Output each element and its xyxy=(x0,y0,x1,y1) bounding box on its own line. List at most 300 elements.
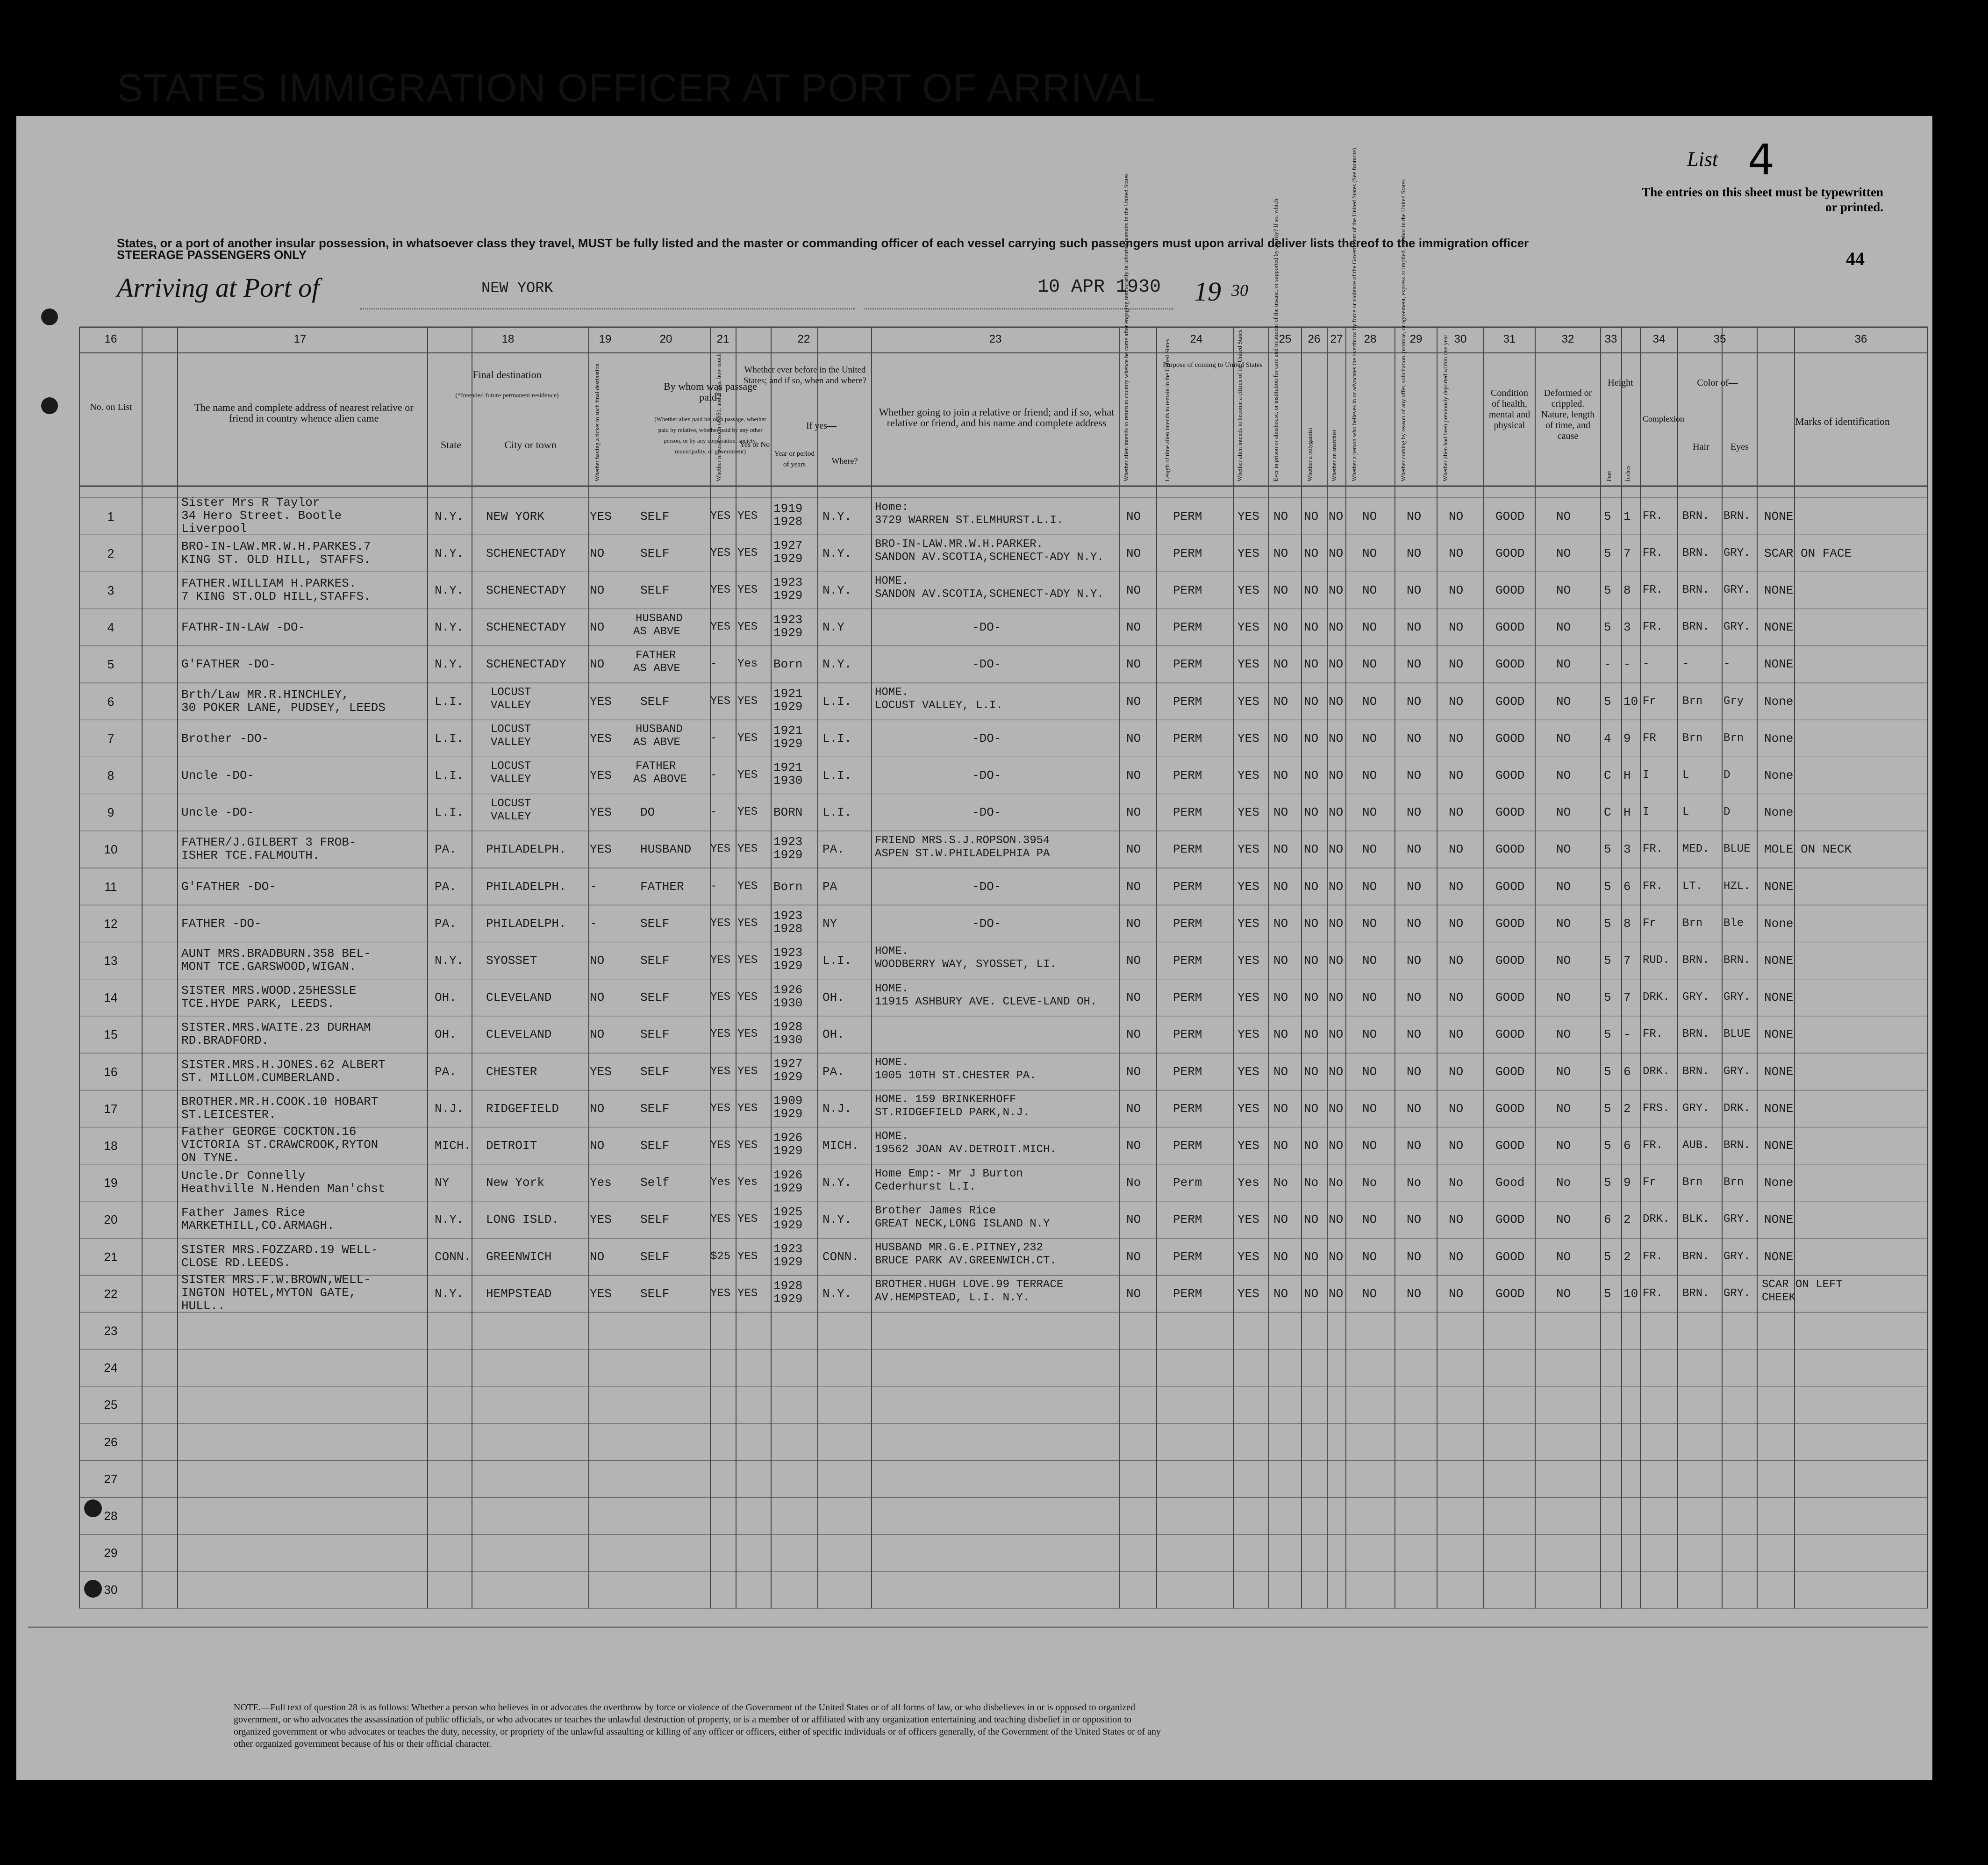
intends-return: NO xyxy=(1126,954,1141,968)
become-citizen: YES xyxy=(1237,916,1259,931)
height-feet: 6 xyxy=(1604,1212,1611,1227)
hair-color: BRN. xyxy=(1682,954,1709,967)
column-number: 17 xyxy=(293,333,307,345)
height-feet: 5 xyxy=(1604,1101,1611,1116)
relative-address: ON TYNE. xyxy=(181,1151,240,1165)
ever-before: YES xyxy=(737,1213,758,1226)
become-citizen: YES xyxy=(1237,1249,1259,1264)
height-inches: 7 xyxy=(1623,546,1631,560)
identification-marks: NONE xyxy=(1764,879,1794,894)
prison: NO xyxy=(1273,1212,1288,1227)
polygamist: NO xyxy=(1304,879,1319,894)
length-stay: PERM xyxy=(1173,1101,1202,1116)
deformed: NO xyxy=(1556,1064,1571,1079)
height-inches: 6 xyxy=(1623,1064,1631,1079)
relative-address: 30 POKER LANE, PUDSEY, LEEDS xyxy=(181,700,386,715)
complexion: I xyxy=(1643,806,1650,819)
header-yes-or-no: Yes or No xyxy=(739,441,770,449)
header-if-yes: If yes— xyxy=(806,421,837,431)
ever-before: YES xyxy=(737,1028,758,1041)
column-number: 27 xyxy=(1330,333,1343,345)
complexion: FR. xyxy=(1643,1250,1663,1263)
dest-city: VALLEY xyxy=(491,810,531,823)
fifty-dollars: - xyxy=(710,769,717,782)
passage-paid: Self xyxy=(640,1176,670,1190)
header-ticket: Whether having a ticket to such final destination xyxy=(594,363,601,481)
fifty-dollars: YES xyxy=(710,843,731,856)
labor-offer: NO xyxy=(1407,731,1422,746)
column-number: 21 xyxy=(716,333,729,345)
labor-offer: NO xyxy=(1407,805,1422,820)
dest-city: PHILADELPH. xyxy=(486,842,566,857)
health: GOOD xyxy=(1495,1249,1525,1264)
health: GOOD xyxy=(1495,990,1525,1005)
passage-paid: SELF xyxy=(640,990,670,1005)
ever-before: YES xyxy=(737,806,758,819)
ticket-value: NO xyxy=(590,1139,605,1153)
height-feet: 5 xyxy=(1604,620,1611,635)
relative-address: AUNT MRS.BRADBURN.358 BEL- xyxy=(181,947,371,961)
identification-marks: None xyxy=(1764,1176,1794,1190)
labor-offer: NO xyxy=(1407,1064,1422,1079)
header-join-relative: Whether going to join a relative or friend; and if so, what relative or friend, and his name and complete address xyxy=(879,406,1115,429)
prison: NO xyxy=(1273,954,1288,968)
intends-return: NO xyxy=(1126,768,1141,782)
header-become-citizen: Whether alien intends to become a citizen of the United States xyxy=(1236,330,1243,481)
passage-paid: SELF xyxy=(640,1101,670,1116)
column-number: 24 xyxy=(1190,333,1203,345)
become-citizen: YES xyxy=(1237,657,1259,672)
polygamist: NO xyxy=(1304,768,1319,782)
intends-return: NO xyxy=(1126,657,1141,672)
where-before: N.Y xyxy=(822,620,844,635)
polygamist: NO xyxy=(1304,1027,1319,1042)
row-number: 15 xyxy=(104,1027,118,1042)
row-number: 11 xyxy=(104,879,117,894)
overthrow: NO xyxy=(1362,1101,1377,1116)
length-stay: PERM xyxy=(1173,1212,1202,1227)
labor-offer: NO xyxy=(1407,916,1422,931)
join-relative: HOME. xyxy=(875,575,909,588)
height-inches: 8 xyxy=(1623,583,1631,597)
length-stay: PERM xyxy=(1173,1027,1202,1042)
prison: NO xyxy=(1273,1101,1288,1116)
anarchist: NO xyxy=(1329,694,1344,709)
join-relative: WOODBERRY WAY, SYOSSET, LI. xyxy=(875,958,1057,971)
hair-color: - xyxy=(1682,658,1689,671)
column-number: 33 xyxy=(1604,333,1617,345)
complexion: FR. xyxy=(1643,1028,1663,1041)
deported: NO xyxy=(1449,1286,1464,1301)
height-inches: 10 xyxy=(1623,1286,1638,1301)
where-before: N.Y. xyxy=(822,509,852,524)
become-citizen: YES xyxy=(1237,620,1259,635)
join-relative: SANDON AV.SCOTIA,SCHENECT-ADY N.Y. xyxy=(875,551,1104,564)
height-feet: 5 xyxy=(1604,694,1611,709)
health: GOOD xyxy=(1495,916,1525,931)
join-relative: -DO- xyxy=(972,657,1001,672)
column-number: 36 xyxy=(1854,333,1867,345)
overthrow: NO xyxy=(1362,842,1377,857)
dest-city: SCHENECTADY xyxy=(486,546,566,560)
year-before: 1921 xyxy=(773,724,803,738)
polygamist: No xyxy=(1304,1176,1319,1190)
dest-state: N.Y. xyxy=(435,509,464,524)
column-number: 28 xyxy=(1364,333,1377,345)
passage-paid: SELF xyxy=(640,1286,670,1301)
header-prison: Ever in prison or almshouse, or institution for care and treatment of the insane, or supported by charity? If so, which xyxy=(1272,199,1279,481)
anarchist: NO xyxy=(1329,620,1344,635)
height-feet: - xyxy=(1604,657,1611,672)
steerage-note: STEERAGE PASSENGERS ONLY xyxy=(117,248,307,262)
deported: No xyxy=(1449,1176,1464,1190)
become-citizen: YES xyxy=(1237,509,1259,524)
year-before: 1925 xyxy=(773,1205,803,1219)
join-relative: Home Emp:- Mr J Burton xyxy=(875,1167,1023,1180)
overthrow: No xyxy=(1362,1176,1377,1190)
year-before: 1929 xyxy=(773,737,803,751)
height-feet: 5 xyxy=(1604,916,1611,931)
deported: NO xyxy=(1449,1212,1464,1227)
dest-city: CLEVELAND xyxy=(486,1027,552,1042)
deformed: NO xyxy=(1556,1027,1571,1042)
eye-color: D xyxy=(1723,769,1731,782)
year-before: 1923 xyxy=(773,1242,803,1256)
health: GOOD xyxy=(1495,842,1525,857)
identification-marks: NONE xyxy=(1764,1101,1794,1116)
passage-paid: SELF xyxy=(640,1249,670,1264)
anarchist: NO xyxy=(1329,731,1344,746)
length-stay: PERM xyxy=(1173,694,1202,709)
hair-color: L xyxy=(1682,806,1689,819)
dest-city: SYOSSET xyxy=(486,954,537,968)
hair-color: BRN. xyxy=(1682,1065,1709,1078)
identification-marks: NONE xyxy=(1764,509,1794,524)
height-feet: C xyxy=(1604,805,1611,820)
join-relative: HOME. 159 BRINKERHOFF xyxy=(875,1093,1016,1106)
row-number: 24 xyxy=(104,1361,118,1375)
hair-color: BRN. xyxy=(1682,1250,1709,1263)
row-number: 19 xyxy=(104,1176,118,1190)
year-before: Born xyxy=(773,879,803,894)
header-eyes: Eyes xyxy=(1731,442,1749,452)
passage-paid: SELF xyxy=(640,694,670,709)
where-before: PA. xyxy=(822,842,844,857)
intends-return: NO xyxy=(1126,1139,1141,1153)
join-relative: LOCUST VALLEY, L.I. xyxy=(875,699,1003,712)
year-before: 1928 xyxy=(773,922,803,936)
eye-color: GRY. xyxy=(1723,1287,1751,1300)
dest-city: PHILADELPH. xyxy=(486,916,566,931)
list-number: 4 xyxy=(1748,136,1775,185)
intends-return: NO xyxy=(1126,1212,1141,1227)
ticket-value: NO xyxy=(590,954,605,968)
overthrow: NO xyxy=(1362,1064,1377,1079)
ever-before: YES xyxy=(737,917,758,930)
become-citizen: YES xyxy=(1237,731,1259,746)
intends-return: No xyxy=(1126,1176,1141,1190)
polygamist: NO xyxy=(1304,657,1319,672)
relative-address: Uncle.Dr Connelly xyxy=(181,1169,306,1183)
relative-address: Sister Mrs R Taylor xyxy=(181,495,320,509)
ticket-value: NO xyxy=(590,546,605,560)
prison: NO xyxy=(1273,620,1288,635)
health: GOOD xyxy=(1495,1286,1525,1301)
join-relative: GREAT NECK,LONG ISLAND N.Y xyxy=(875,1217,1050,1230)
relative-address: SISTER MRS.WOOD.25HESSLE xyxy=(181,983,357,998)
prison: NO xyxy=(1273,990,1288,1005)
height-inches: 3 xyxy=(1623,842,1631,857)
deformed: NO xyxy=(1556,509,1571,524)
intends-return: NO xyxy=(1126,509,1141,524)
height-inches: 8 xyxy=(1623,916,1631,931)
join-relative: ST.RIDGEFIELD PARK,N.J. xyxy=(875,1106,1030,1119)
length-stay: PERM xyxy=(1173,731,1202,746)
ever-before: YES xyxy=(737,732,758,745)
fifty-dollars: YES xyxy=(710,1065,731,1078)
anarchist: NO xyxy=(1329,509,1344,524)
anarchist: NO xyxy=(1329,954,1344,968)
overthrow: NO xyxy=(1362,954,1377,968)
identification-marks: SCAR ON LEFT xyxy=(1762,1278,1843,1291)
height-inches: 2 xyxy=(1623,1101,1631,1116)
eye-color: GRY. xyxy=(1723,1065,1751,1078)
overthrow: NO xyxy=(1362,620,1377,635)
deported: NO xyxy=(1449,546,1464,560)
polygamist: NO xyxy=(1304,1139,1319,1153)
year-before: 1929 xyxy=(773,1070,803,1084)
deformed: NO xyxy=(1556,731,1571,746)
ticket-value: NO xyxy=(590,583,605,597)
row-number: 22 xyxy=(104,1286,118,1301)
join-relative: 11915 ASHBURY AVE. CLEVE-LAND OH. xyxy=(875,995,1097,1008)
eye-color: BLUE xyxy=(1723,1028,1751,1041)
intends-return: NO xyxy=(1126,1064,1141,1079)
health: GOOD xyxy=(1495,1139,1525,1153)
health: GOOD xyxy=(1495,1212,1525,1227)
eye-color: Brn xyxy=(1723,732,1744,745)
dest-state: L.I. xyxy=(435,768,464,782)
relative-address: CLOSE RD.LEEDS. xyxy=(181,1255,291,1270)
year-before: 1927 xyxy=(773,538,803,553)
eye-color: Brn xyxy=(1723,1176,1744,1189)
identification-marks: None xyxy=(1764,916,1794,931)
ticket-value: Yes xyxy=(590,1176,612,1190)
year-before: 1923 xyxy=(773,575,803,590)
row-number: 14 xyxy=(104,990,118,1005)
column-number: 22 xyxy=(797,333,810,345)
join-relative: -DO- xyxy=(972,620,1001,635)
ticket-value: - xyxy=(590,916,597,931)
identification-marks: NONE xyxy=(1764,620,1794,635)
dest-city: VALLEY xyxy=(491,736,531,749)
header-deformed: Deformed or crippled. Nature, length of time, and cause xyxy=(1541,388,1595,441)
height-feet: 5 xyxy=(1604,954,1611,968)
year-before: 1929 xyxy=(773,847,803,862)
eye-color: GRY. xyxy=(1723,1250,1751,1263)
relative-address: INGTON HOTEL,MYTON GATE, xyxy=(181,1285,357,1300)
overthrow: NO xyxy=(1362,546,1377,560)
become-citizen: YES xyxy=(1237,583,1259,597)
where-before: L.I. xyxy=(822,731,852,746)
labor-offer: NO xyxy=(1407,1249,1422,1264)
header-relative-address: The name and complete address of nearest relative or friend in country whence alien came xyxy=(194,402,414,424)
complexion: DRK. xyxy=(1643,1065,1670,1078)
height-feet: 5 xyxy=(1604,546,1611,560)
deported: NO xyxy=(1449,1139,1464,1153)
year-before: 1928 xyxy=(773,515,803,529)
become-citizen: YES xyxy=(1237,842,1259,857)
health: GOOD xyxy=(1495,620,1525,635)
dest-city: NEW YORK xyxy=(486,509,544,524)
dest-city: HEMPSTEAD xyxy=(486,1286,552,1301)
hair-color: BLK. xyxy=(1682,1213,1709,1226)
fifty-dollars: - xyxy=(710,658,717,671)
row-number: 21 xyxy=(104,1249,118,1264)
deported: NO xyxy=(1449,694,1464,709)
where-before: N.Y. xyxy=(822,546,852,560)
eye-color: D xyxy=(1723,806,1731,819)
relative-address: BRO-IN-LAW.MR.W.H.PARKES.7 xyxy=(181,539,371,553)
ever-before: YES xyxy=(737,584,758,596)
dest-city: New York xyxy=(486,1176,544,1190)
ticket-value: NO xyxy=(590,1249,605,1264)
year-before: 1929 xyxy=(773,1255,803,1269)
height-inches: 9 xyxy=(1623,1176,1631,1190)
passage-paid: FATHER xyxy=(640,879,684,894)
passage-paid: AS ABOVE xyxy=(633,773,687,786)
join-relative: -DO- xyxy=(972,731,1001,746)
where-before: N.Y. xyxy=(822,1176,852,1190)
relative-address: Father James Rice xyxy=(181,1205,306,1220)
become-citizen: YES xyxy=(1237,1212,1259,1227)
where-before: N.Y. xyxy=(822,1286,852,1301)
year-before: 1928 xyxy=(773,1019,803,1034)
height-inches: 10 xyxy=(1623,694,1638,709)
overthrow: NO xyxy=(1362,1212,1377,1227)
hair-color: GRY. xyxy=(1682,991,1709,1004)
year-before: 1926 xyxy=(773,1131,803,1145)
header-height: Height xyxy=(1608,378,1633,388)
fifty-dollars: YES xyxy=(710,1287,731,1300)
ever-before: YES xyxy=(737,880,758,893)
ticket-value: YES xyxy=(590,694,612,709)
polygamist: NO xyxy=(1304,954,1319,968)
header-no-on-list: No. on List xyxy=(90,402,132,412)
overthrow: NO xyxy=(1362,1139,1377,1153)
dest-city: SCHENECTADY xyxy=(486,583,566,597)
health: GOOD xyxy=(1495,731,1525,746)
deformed: NO xyxy=(1556,842,1571,857)
relative-address: Heathville N.Henden Man'chst xyxy=(181,1182,386,1196)
become-citizen: YES xyxy=(1237,990,1259,1005)
health: GOOD xyxy=(1495,546,1525,560)
year-before: 1923 xyxy=(773,612,803,627)
become-citizen: Yes xyxy=(1237,1176,1259,1190)
year-before: 1929 xyxy=(773,552,803,566)
polygamist: NO xyxy=(1304,916,1319,931)
row-number: 9 xyxy=(107,805,114,820)
complexion: FR. xyxy=(1643,509,1663,523)
dest-state: PA. xyxy=(435,1064,457,1079)
labor-offer: No xyxy=(1407,1176,1422,1190)
relative-address: G'FATHER -DO- xyxy=(181,879,276,894)
length-stay: PERM xyxy=(1173,916,1202,931)
join-relative: HUSBAND MR.G.E.PITNEY,232 xyxy=(875,1241,1044,1254)
length-stay: Perm xyxy=(1173,1176,1202,1190)
dest-state: NY xyxy=(435,1176,450,1190)
fifty-dollars: YES xyxy=(710,991,731,1004)
dest-city: RIDGEFIELD xyxy=(486,1101,559,1116)
deported: NO xyxy=(1449,954,1464,968)
passage-paid: FATHER xyxy=(636,760,676,773)
row-number: 25 xyxy=(104,1398,118,1412)
identification-marks: NONE xyxy=(1764,657,1794,672)
where-before: L.I. xyxy=(822,805,852,820)
where-before: NY xyxy=(822,916,837,931)
where-before: L.I. xyxy=(822,694,852,709)
identification-marks: None xyxy=(1764,768,1794,782)
where-before: PA. xyxy=(822,1064,844,1079)
hair-color: LT. xyxy=(1682,880,1703,893)
prison: NO xyxy=(1273,509,1288,524)
health: GOOD xyxy=(1495,583,1525,597)
dest-state: N.Y. xyxy=(435,620,464,635)
join-relative: HOME. xyxy=(875,982,909,995)
overthrow: NO xyxy=(1362,1027,1377,1042)
labor-offer: NO xyxy=(1407,583,1422,597)
complexion: FR. xyxy=(1643,880,1663,893)
labor-offer: NO xyxy=(1407,546,1422,560)
deported: NO xyxy=(1449,1064,1464,1079)
dest-state: L.I. xyxy=(435,694,464,709)
column-number: 16 xyxy=(104,333,117,345)
ticket-value: - xyxy=(590,879,597,894)
date-stamp: 10 APR 1930 xyxy=(1037,277,1161,298)
ever-before: YES xyxy=(737,954,758,967)
ticket-value: YES xyxy=(590,768,612,782)
anarchist: NO xyxy=(1329,546,1344,560)
header-state: State xyxy=(441,439,461,451)
hair-color: Brn xyxy=(1682,695,1703,708)
relative-address: FATHER -DO- xyxy=(181,916,262,931)
column-number: 20 xyxy=(659,333,672,345)
header-fifty-dollars: Whether in possession of $50, and if less, how much xyxy=(715,353,722,481)
complexion: Fr xyxy=(1643,917,1656,930)
relative-address: MARKETHILL,CO.ARMAGH. xyxy=(181,1219,335,1233)
ticket-value: NO xyxy=(590,1027,605,1042)
header-final-destination: Final destination xyxy=(472,369,542,380)
join-relative: ASPEN ST.W.PHILADELPHIA PA xyxy=(875,847,1050,860)
become-citizen: YES xyxy=(1237,954,1259,968)
year-before: 1926 xyxy=(773,1168,803,1182)
relative-address: Brother -DO- xyxy=(181,731,269,746)
dest-city: LOCUST xyxy=(491,686,531,699)
footnote: NOTE.—Full text of question 28 is as follows: Whether a person who believes in or advocates the overthrow by force or violence of the Government of the United States or of all forms of law, or who disbelieves in or is opposed to organized government, or who advocates the assassination of public officials, or who advocates or teaches the unlawful destruction of property, or is a member of or affiliated with any organization entertaining and teaching disbelief in or opposition to organized government or who advocates or teaches the duty, necessity, or propriety of the unlawful assaulting or killing of any officer or officers, either of specific individuals or of officers generally, of the Government of the United States or of any other organized government because of his or their official character. xyxy=(234,1702,1161,1749)
ever-before: YES xyxy=(737,1065,758,1078)
intends-return: NO xyxy=(1126,1101,1141,1116)
fifty-dollars: YES xyxy=(710,1028,731,1041)
dest-state: MICH. xyxy=(435,1139,472,1153)
length-stay: PERM xyxy=(1173,879,1202,894)
where-before: MICH. xyxy=(822,1139,859,1153)
height-inches: 6 xyxy=(1623,879,1631,894)
eye-color: GRY. xyxy=(1723,991,1751,1004)
where-before: N.Y. xyxy=(822,583,852,597)
length-stay: PERM xyxy=(1173,509,1202,524)
dest-city: CHESTER xyxy=(486,1064,537,1079)
prison: NO xyxy=(1273,1249,1288,1264)
